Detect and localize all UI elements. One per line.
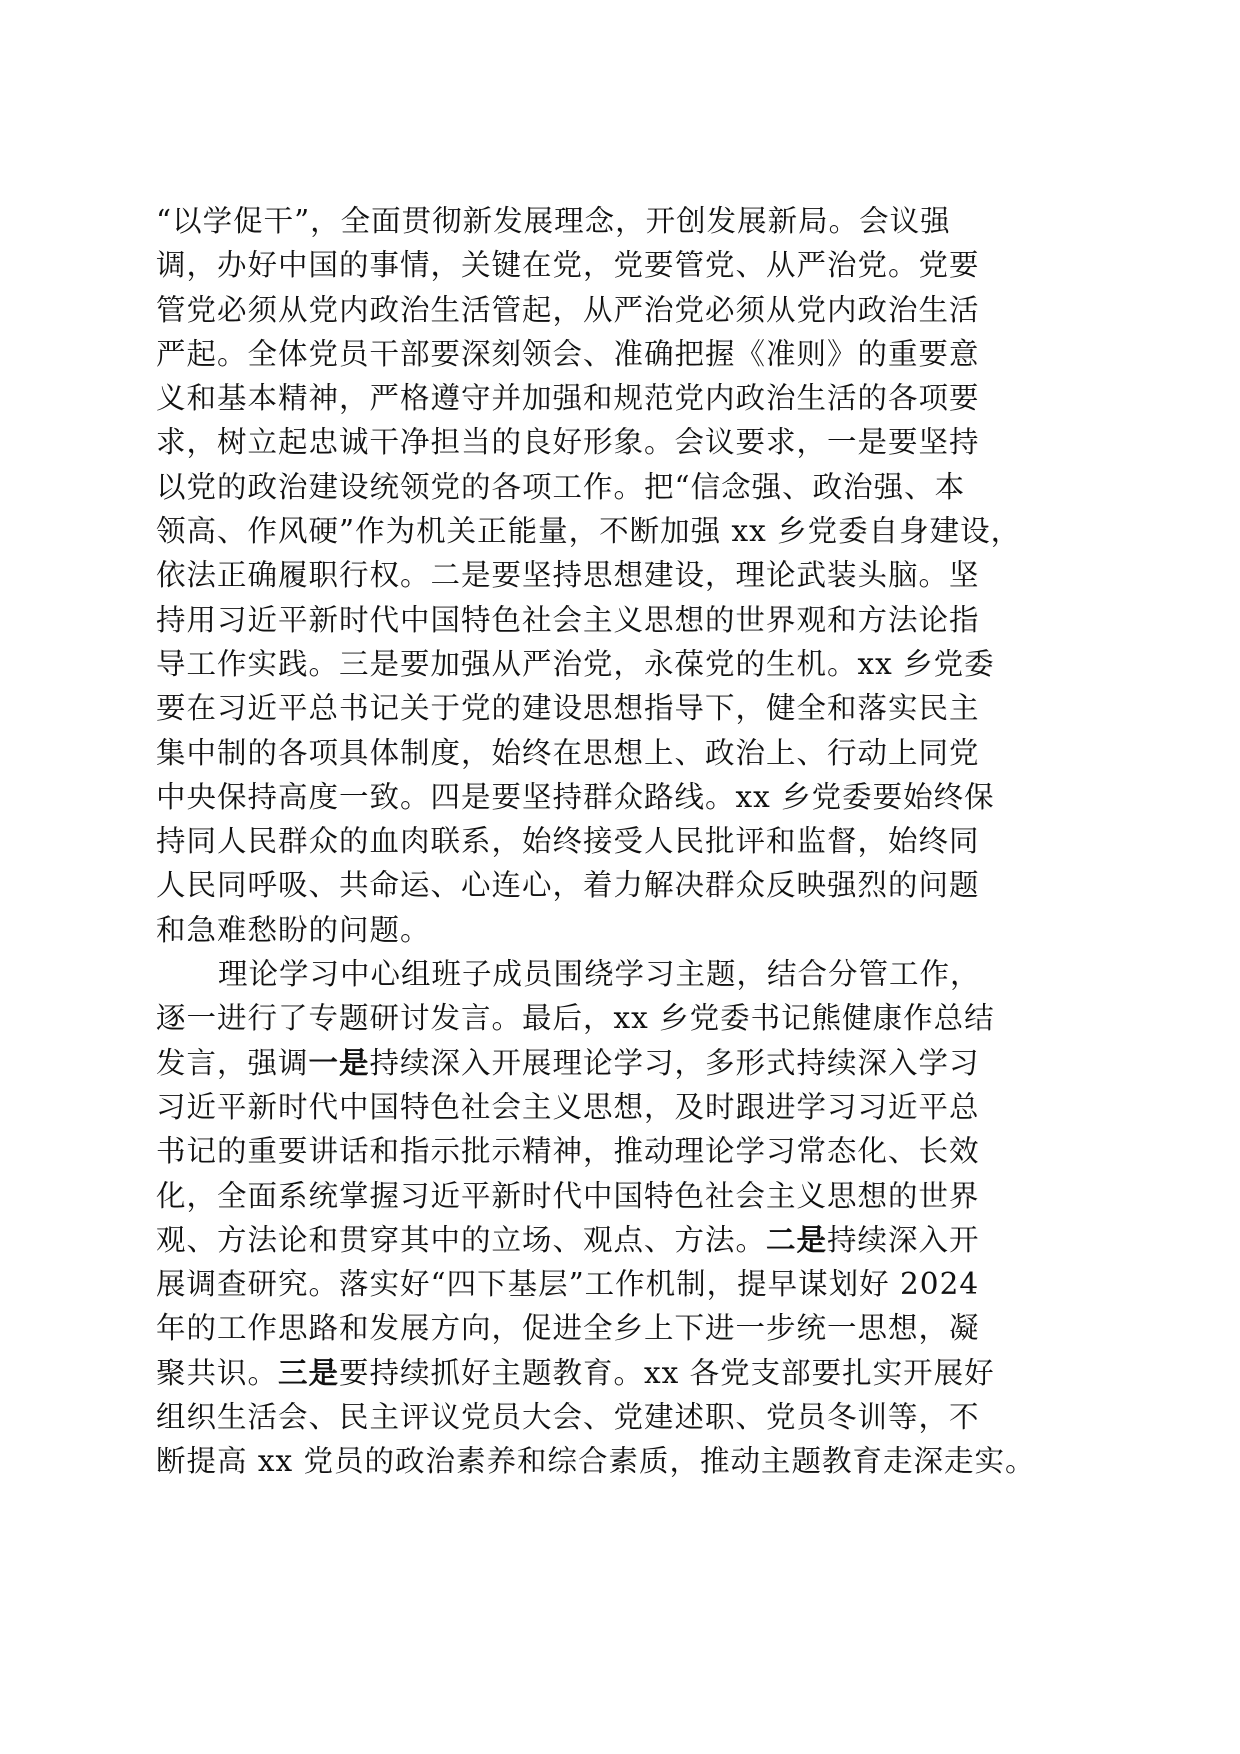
text-run: 聚共识。 (156, 1355, 279, 1390)
text-line: 导工作实践。三是要加强从严治党，永葆党的生机。xx 乡党委 (156, 646, 995, 681)
text-line: 依法正确履职行权。二是要坚持思想建设，理论武装头脑。坚 (156, 558, 980, 593)
text-line (156, 1218, 1088, 1262)
emphasis-two: 二是 (766, 1222, 828, 1257)
text-line: “以学促干”，全面贯彻新发展理念，开创发展新局。会议强 (156, 204, 951, 238)
text-line: 化，全面系统掌握习近平新时代中国特色社会主义思想的世界 (156, 1178, 980, 1213)
text-line (156, 1041, 1088, 1085)
text-line: 集中制的各项具体制度，始终在思想上、政治上、行动上同党 (156, 735, 980, 770)
text-line: 义和基本精神，严格遵守并加强和规范党内政治生活的各项要 (156, 381, 980, 416)
text-line: 逐一进行了专题研讨发言。最后，xx 乡党委书记熊健康作总结 (156, 1001, 995, 1036)
text-run: 持续深入开 (827, 1222, 980, 1257)
text-line: 管党必须从党内政治生活管起，从严治党必须从党内政治生活 (156, 292, 980, 327)
text-line: 要在习近平总书记关于党的建设思想指导下，健全和落实民主 (156, 691, 980, 726)
text-line: 人民同呼吸、共命运、心连心，着力解决群众反映强烈的问题 (156, 868, 980, 903)
text-line: 领高、作风硬”作为机关正能量，不断加强 xx 乡党委自身建设， (156, 514, 1022, 549)
text-line: 严起。全体党员干部要深刻领会、准确把握《准则》的重要意 (156, 336, 980, 371)
text-line: 年的工作思路和发展方向，促进全乡上下进一步统一思想，凝 (156, 1311, 980, 1346)
text-line: 习近平新时代中国特色社会主义思想，及时跟进学习习近平总 (156, 1089, 980, 1124)
text-run: 持续深入开展理论学习，多形式持续深入学习 (369, 1045, 980, 1080)
text-line: 组织生活会、民主评议党员大会、党建述职、党员冬训等，不 (156, 1400, 980, 1435)
text-run: 要持续抓好主题教育。xx 各党支部要扎实开展好 (339, 1355, 995, 1390)
emphasis-one: 一是 (308, 1045, 370, 1080)
text-line: 以党的政治建设统领党的各项工作。把“信念强、政治强、本 (156, 469, 966, 504)
text-run: 发言，强调 (156, 1045, 309, 1080)
text-line: 书记的重要讲话和指示批示精神，推动理论学习常态化、长效 (156, 1134, 980, 1169)
document-body (156, 199, 1088, 1484)
text-run: 观、方法论和贯穿其中的立场、观点、方法。 (156, 1222, 767, 1257)
paragraph-1 (156, 199, 1088, 952)
text-line: 持用习近平新时代中国特色社会主义思想的世界观和方法论指 (156, 602, 980, 637)
text-line: 展调查研究。落实好“四下基层”工作机制，提早谋划好 2024 (156, 1267, 980, 1302)
text-line: 调，办好中国的事情，关键在党，党要管党、从严治党。党要 (156, 248, 980, 283)
emphasis-three: 三是 (278, 1355, 340, 1390)
text-line: 和急难愁盼的问题。 (156, 912, 431, 947)
text-line: 理论学习中心组班子成员围绕学习主题，结合分管工作， (218, 957, 981, 992)
text-line: 持同人民群众的血肉联系，始终接受人民批评和监督，始终同 (156, 824, 980, 859)
text-line: 断提高 xx 党员的政治素养和综合素质，推动主题教育走深走实。 (156, 1444, 1036, 1479)
paragraph-2 (156, 952, 1088, 1484)
text-line: 求，树立起忠诚干净担当的良好形象。会议要求，一是要坚持 (156, 425, 980, 460)
text-line: 中央保持高度一致。四是要坚持群众路线。xx 乡党委要始终保 (156, 779, 995, 814)
text-line (156, 1351, 1088, 1395)
